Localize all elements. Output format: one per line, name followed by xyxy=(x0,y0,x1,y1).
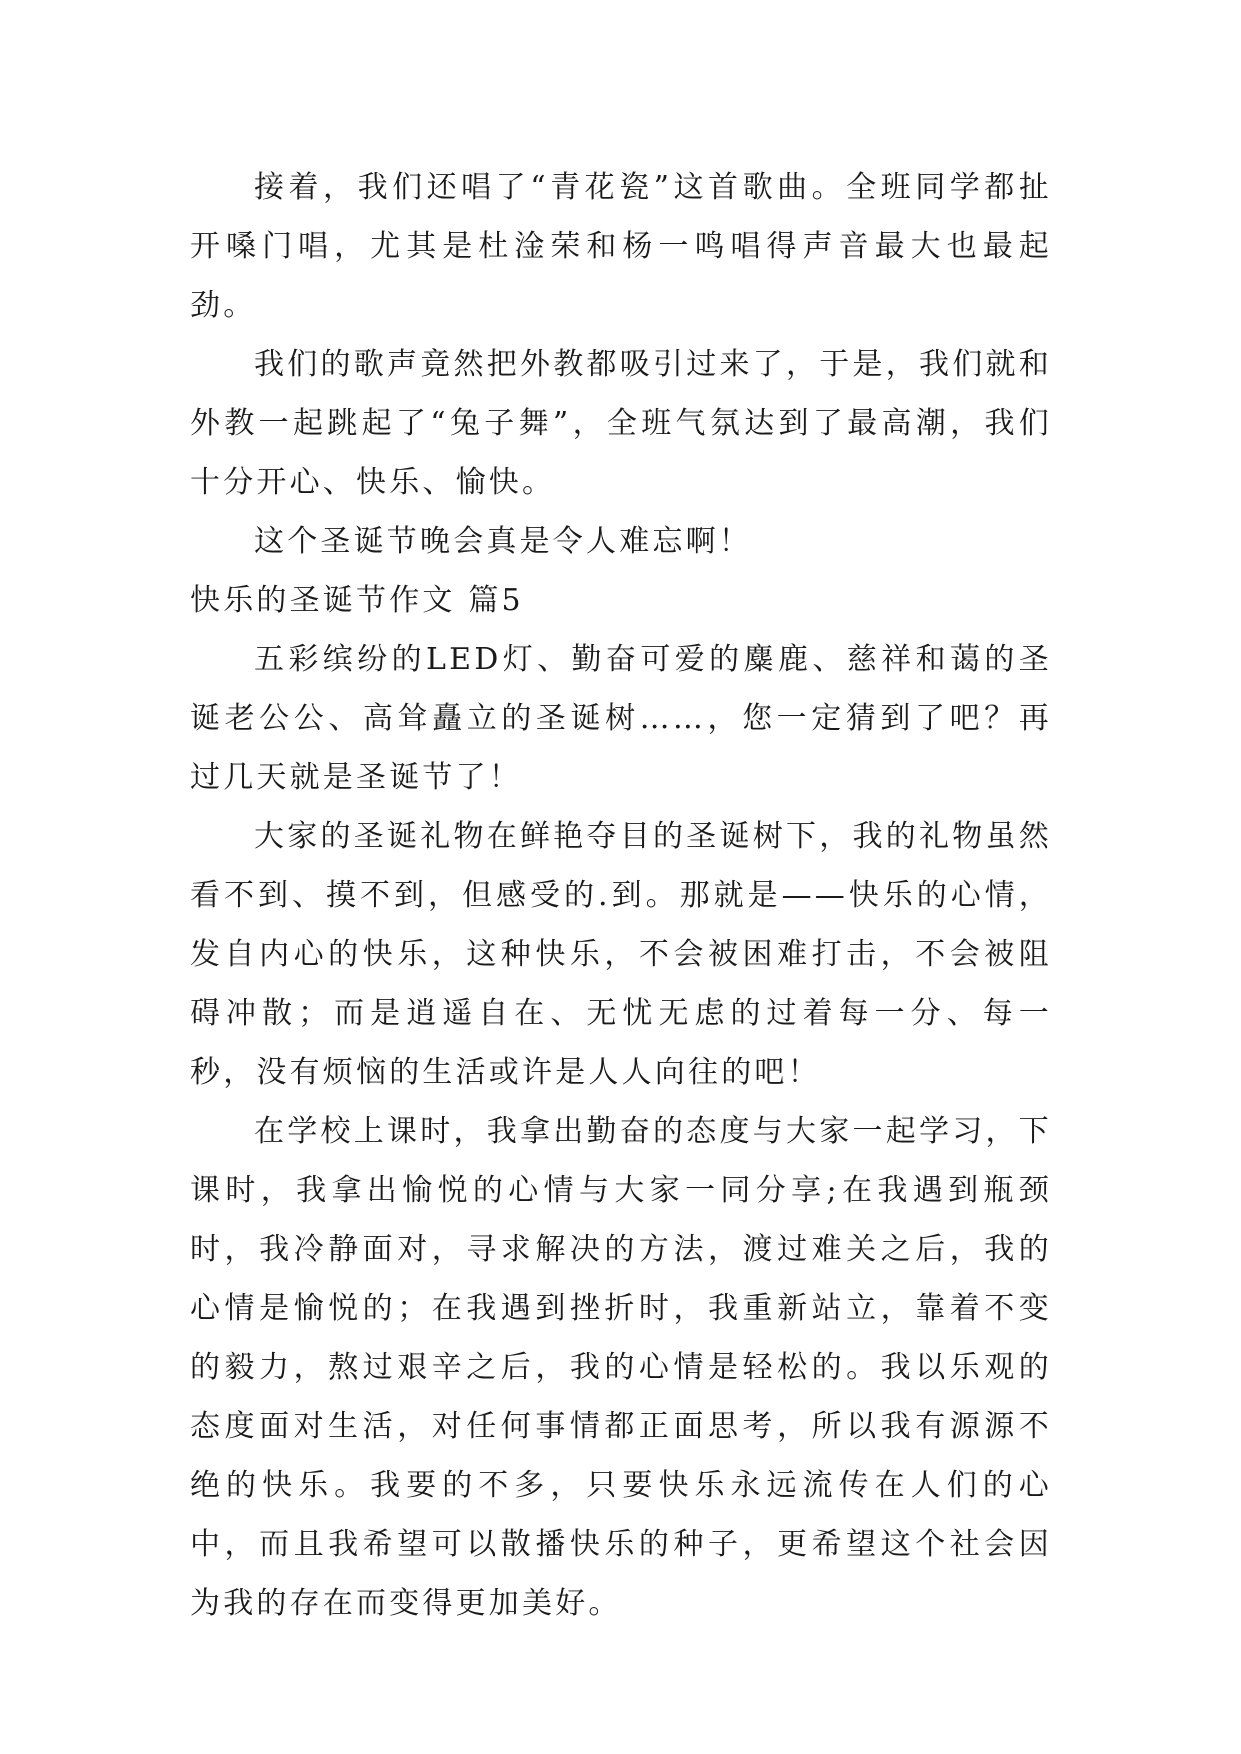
paragraph-singing: 接着，我们还唱了“青花瓷”这首歌曲。全班同学都扯开嗓门唱，尤其是杜淦荣和杨一鸣唱得声音最大也最起劲。 xyxy=(190,170,1052,323)
paragraph-unforgettable: 这个圣诞节晚会真是令人难忘啊！ xyxy=(254,524,752,559)
paragraph-school: 在学校上课时，我拿出勤奋的态度与大家一起学习，下课时，我拿出愉悦的心情与大家一同分享;在我遇到瓶颈时，我冷静面对，寻求解决的方法，渡过难关之后，我的心情是愉悦的；在我遇到挫折时，我重新站立，靠着不变的毅力，熬过艰辛之后，我的心情是轻松的。我以乐观的态度面对生活，对任何事情都正面思考，所以我有源源不绝的快乐。我要的不多，只要快乐永远流传在人们的心中，而且我希望可以散播快乐的种子，更希望这个社会因为我的存在而变得更加美好。 xyxy=(190,1114,1052,1621)
paragraph-decorations: 五彩缤纷的LED灯、勤奋可爱的麋鹿、慈祥和蔼的圣诞老公公、高耸矗立的圣诞树……，您一定猜到了吧？再过几天就是圣诞节了！ xyxy=(190,642,1052,795)
section-heading: 快乐的圣诞节作文 篇5 xyxy=(190,583,524,618)
paragraph-bunny-dance: 我们的歌声竟然把外教都吸引过来了，于是，我们就和外教一起跳起了“兔子舞”，全班气氛达到了最高潮，我们十分开心、快乐、愉快。 xyxy=(190,347,1052,500)
paragraph-gifts: 大家的圣诞礼物在鲜艳夺目的圣诞树下，我的礼物虽然看不到、摸不到，但感受的.到。那就是——快乐的心情，发自内心的快乐，这种快乐，不会被困难打击，不会被阻碍冲散；而是逍遥自在、无忧无虑的过着每一分、每一秒，没有烦恼的生活或许是人人向往的吧！ xyxy=(190,819,1052,1090)
document-page xyxy=(190,158,1052,1633)
